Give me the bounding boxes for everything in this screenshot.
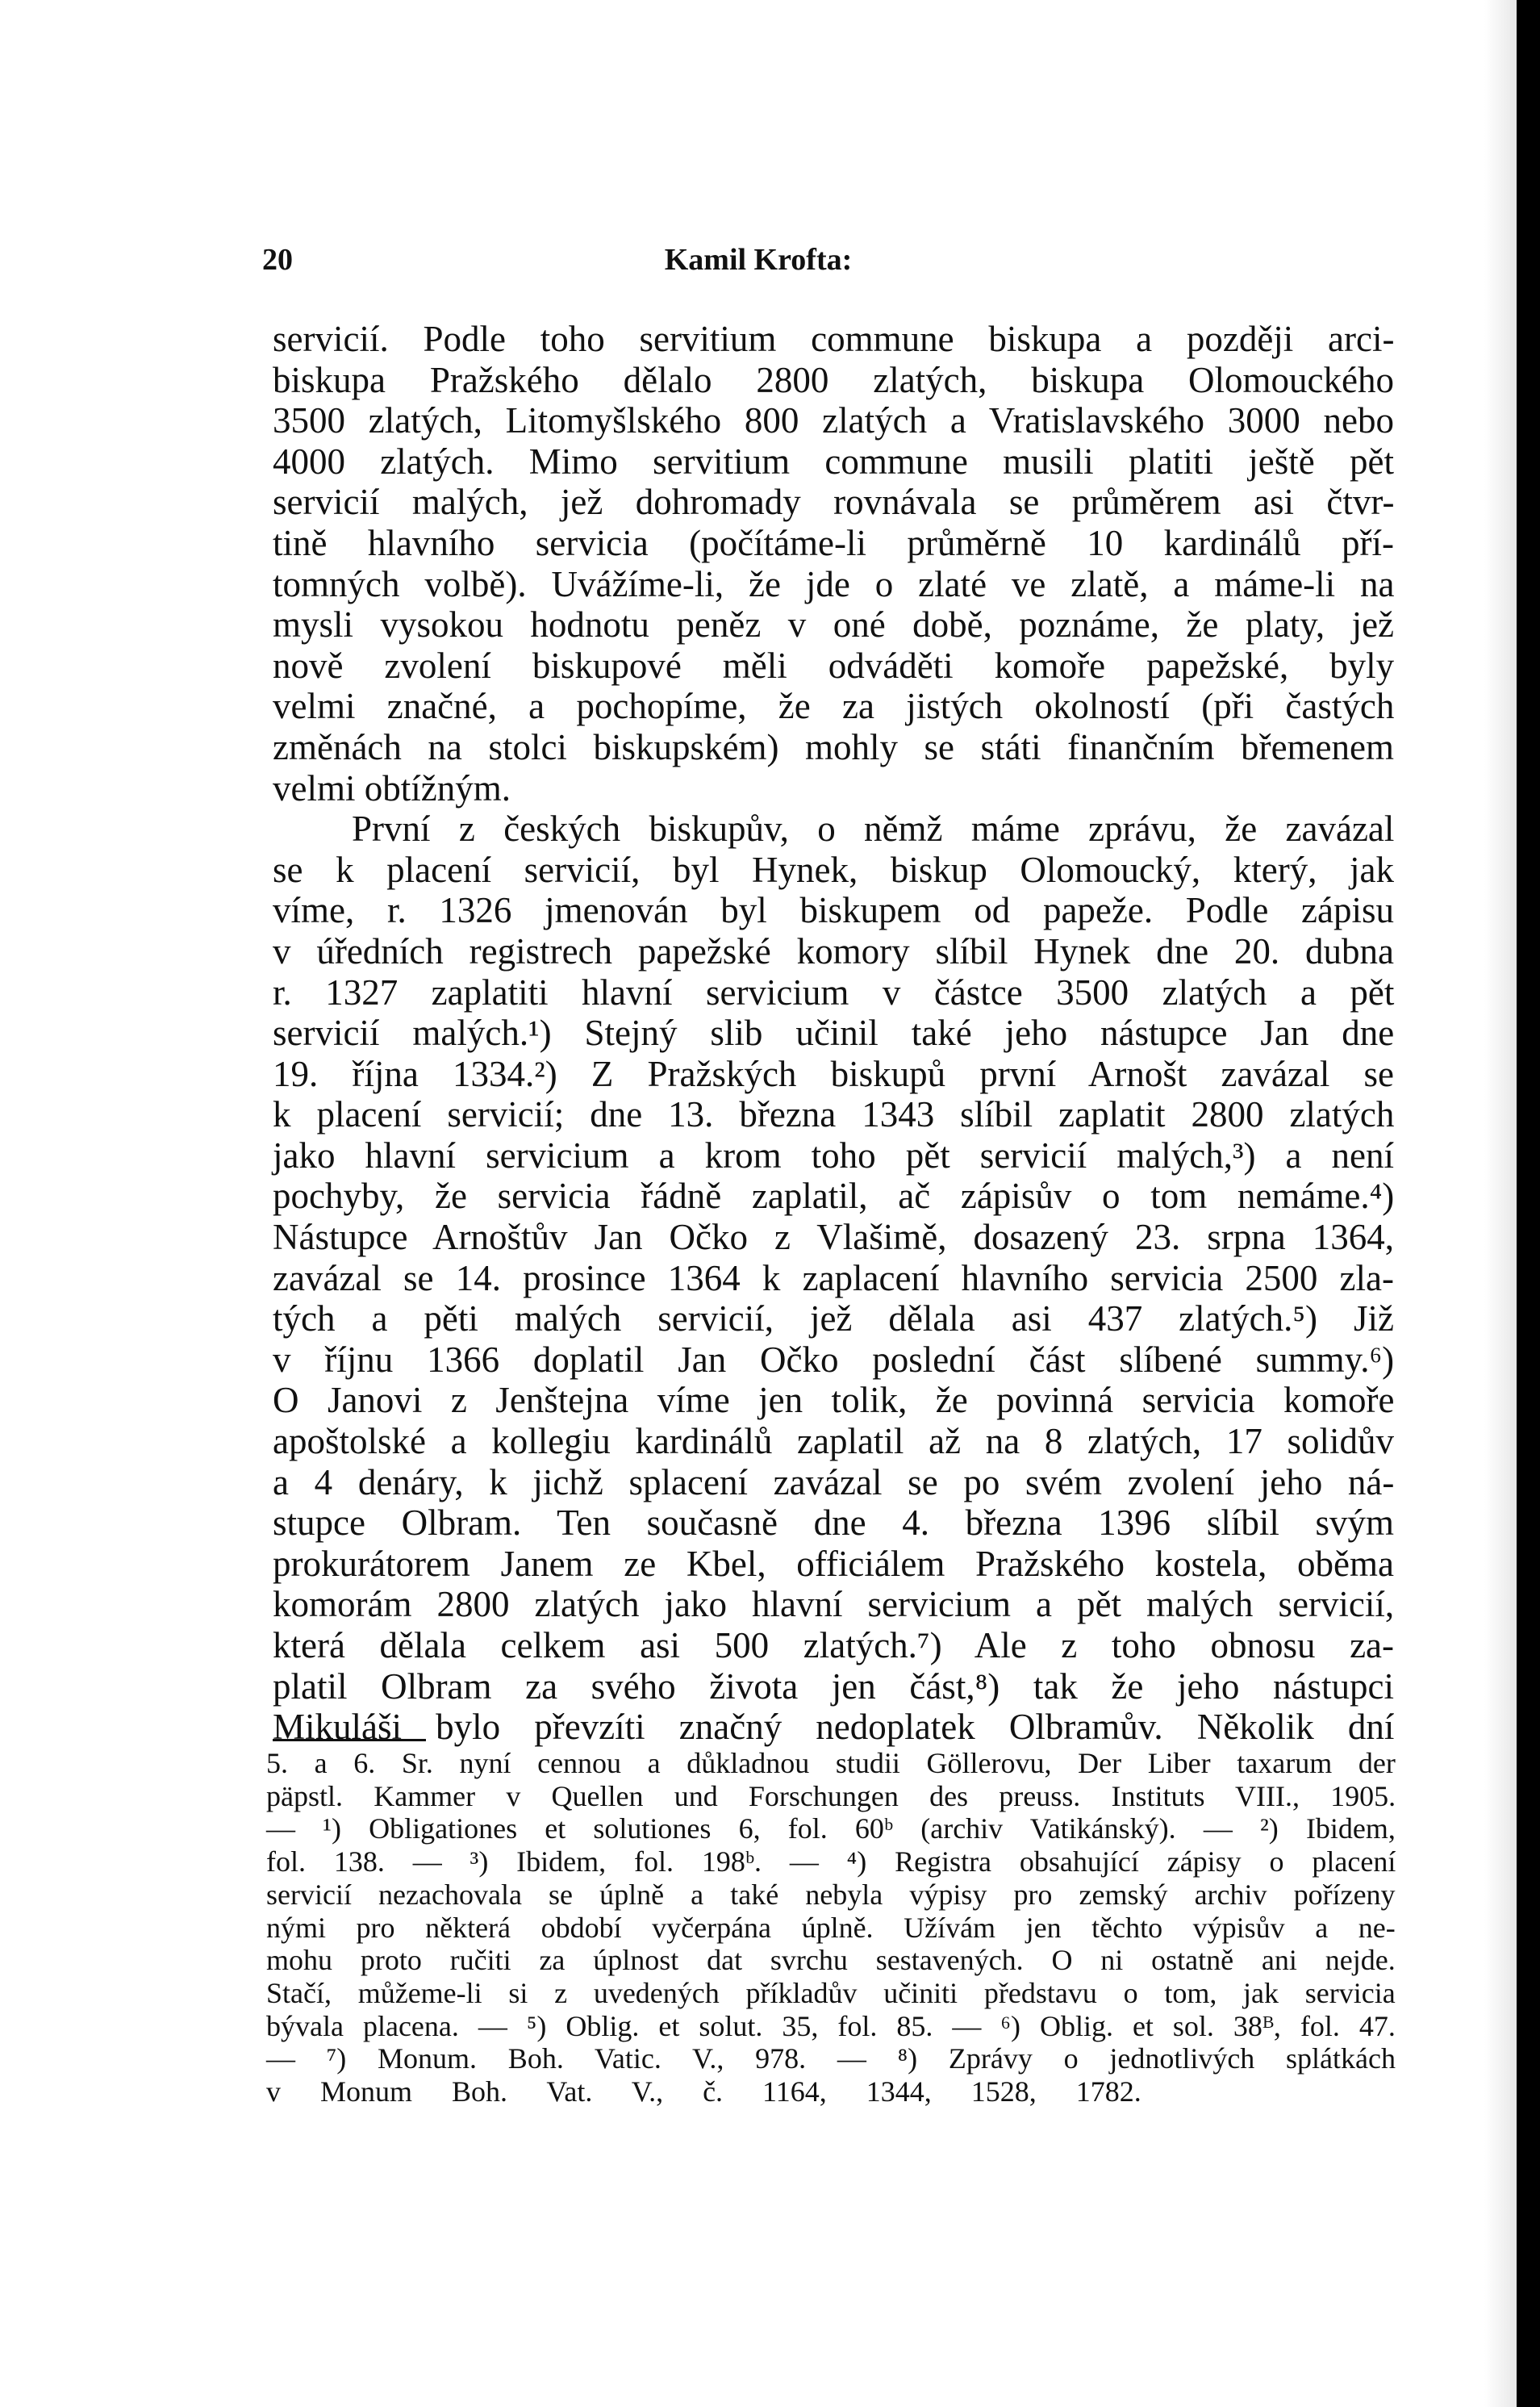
text-line: v úředních registrech papežské komory slíbil Hynek dne 20. dubna: [273, 930, 1394, 972]
footnotes: [266, 1747, 1396, 2108]
footnote-line: — ¹) Obligationes et solutiones 6, fol. 60ᵇ (archiv Vatikánský). — ²) Ibidem,: [266, 1812, 1396, 1845]
body-text: [273, 319, 1394, 1748]
text-line: servicií malých, jež dohromady rovnávala se průměrem asi čtvr-: [273, 482, 1395, 523]
running-head: [0, 242, 1517, 290]
text-line: změnách na stolci biskupském) mohly se státi finančním břemenem: [273, 726, 1394, 767]
text-line: a 4 denáry, k jichž splacení zavázal se po svém zvolení jeho ná-: [273, 1461, 1395, 1502]
footnote-line: — ⁷) Monum. Boh. Vatic. V., 978. — ⁸) Zprávy o jednotlivých splátkách: [266, 2042, 1396, 2075]
text-line: k placení servicií; dne 13. března 1343 slíbil zaplatit 2800 zlatých: [273, 1094, 1395, 1135]
text-line: pochyby, že servicia řádně zaplatil, ač zápisův o tom nemáme.⁴): [273, 1176, 1395, 1217]
text-line: r. 1327 zaplatiti hlavní servicium v částce 3500 zlatých a pět: [273, 972, 1395, 1013]
footnote-line: Stačí, můžeme-li si z uvedených příkladův učiniti představu o tom, jak servicia: [266, 1976, 1396, 2009]
footnote-line: servicií nezachovala se úplně a také nebyla výpisy pro zemský archiv pořízeny: [266, 1878, 1396, 1911]
text-line: Mikuláši bylo převzíti značný nedoplatek Olbramův. Několik dní: [273, 1707, 1395, 1748]
text-line: tině hlavního servicia (počítáme-li průměrně 10 kardinálů pří-: [273, 522, 1394, 563]
text-line: v říjnu 1366 doplatil Jan Očko poslední část slíbené summy.⁶): [273, 1339, 1395, 1380]
text-line: prokurátorem Janem ze Kbel, officiálem Pražského kostela, oběma: [273, 1543, 1394, 1584]
footnote-line: nými pro některá období vyčerpána úplně. Užívám jen těchto výpisův a ne-: [266, 1911, 1396, 1944]
text-line: komorám 2800 zlatých jako hlavní servicium a pět malých servicií,: [273, 1584, 1395, 1625]
text-line: víme, r. 1326 jmenován byl biskupem od papeže. Podle zápisu: [273, 890, 1394, 931]
paragraph-2: [273, 809, 1394, 1748]
footnote-line: 5. a 6. Sr. nyní cennou a důkladnou studii Göllerovu, Der Liber taxarum der: [266, 1747, 1396, 1779]
paragraph-1: [273, 319, 1394, 809]
text-line: tých a pěti malých servicií, jež dělala asi 437 zlatých.⁵) Již: [273, 1298, 1394, 1339]
text-line: O Janovi z Jenštejna víme jen tolik, že povinná servicia komoře: [273, 1380, 1395, 1421]
running-title: Kamil Krofta:: [664, 243, 853, 277]
footnote-rule: [273, 1739, 426, 1741]
text-line: velmi značné, a pochopíme, že za jistých okolností (při častých: [273, 686, 1395, 727]
text-line: velmi obtížným.: [273, 767, 511, 809]
text-line: biskupa Pražského dělalo 2800 zlatých, biskupa Olomouckého: [273, 359, 1394, 400]
footnote-line: mohu proto ručiti za úplnost dat svrchu sestavených. O ni ostatně ani nejde.: [266, 1944, 1396, 1977]
text-line: zavázal se 14. prosince 1364 k zaplacení hlavního servicia 2500 zla-: [273, 1257, 1394, 1298]
footnote-line: bývala placena. — ⁵) Oblig. et solut. 35, fol. 85. — ⁶) Oblig. et sol. 38ᴮ, fol. 47.: [266, 2009, 1396, 2042]
text-line: apoštolské a kollegiu kardinálů zaplatil až na 8 zlatých, 17 solidův: [273, 1421, 1394, 1462]
text-line: mysli vysokou hodnotu peněz v oné době, poznáme, že platy, jež: [273, 604, 1395, 646]
footnote-line: fol. 138. — ³) Ibidem, fol. 198ᵇ. — ⁴) Registra obsahující zápisy o placení: [266, 1845, 1396, 1878]
footnote-line: päpstl. Kammer v Quellen und Forschungen des preuss. Instituts VIII., 1905.: [266, 1779, 1396, 1812]
text-line: stupce Olbram. Ten současně dne 4. března 1396 slíbil svým: [273, 1502, 1394, 1544]
text-line: 4000 zlatých. Mimo servitium commune musili platiti ještě pět: [273, 441, 1394, 482]
text-line: Nástupce Arnoštův Jan Očko z Vlašimě, dosazený 23. srpna 1364,: [273, 1217, 1394, 1258]
text-line: platil Olbram za svého života jen část,⁸) tak že jeho nástupci: [273, 1665, 1394, 1707]
text-line: servicií. Podle toho servitium commune biskupa a později arci-: [273, 319, 1395, 359]
text-line: jako hlavní servicium a krom toho pět servicií malých,³) a není: [273, 1135, 1394, 1176]
text-line: 3500 zlatých, Litomyšlského 800 zlatých a Vratislavského 3000 nebo: [273, 400, 1394, 441]
text-line: se k placení servicií, byl Hynek, biskup Olomoucký, který, jak: [273, 849, 1394, 890]
text-line: 19. října 1334.²) Z Pražských biskupů první Arnošt zavázal se: [273, 1053, 1395, 1094]
footnote-line: v Monum Boh. Vat. V., č. 1164, 1344, 1528, 1782.: [266, 2075, 1141, 2108]
text-line: která dělala celkem asi 500 zlatých.⁷) Ale z toho obnosu za-: [273, 1625, 1394, 1665]
text-line: servicií malých.¹) Stejný slib učinil také jeho nástupce Jan dne: [273, 1013, 1395, 1054]
page-number: 20: [262, 243, 293, 277]
text-line: nově zvolení biskupové měli odváděti komoře papežské, byly: [273, 645, 1395, 686]
text-line: První z českých biskupův, o němž máme zprávu, že zavázal: [352, 809, 1395, 850]
text-line: tomných volbě). Uvážíme-li, že jde o zlaté ve zlatě, a máme-li na: [273, 563, 1395, 604]
